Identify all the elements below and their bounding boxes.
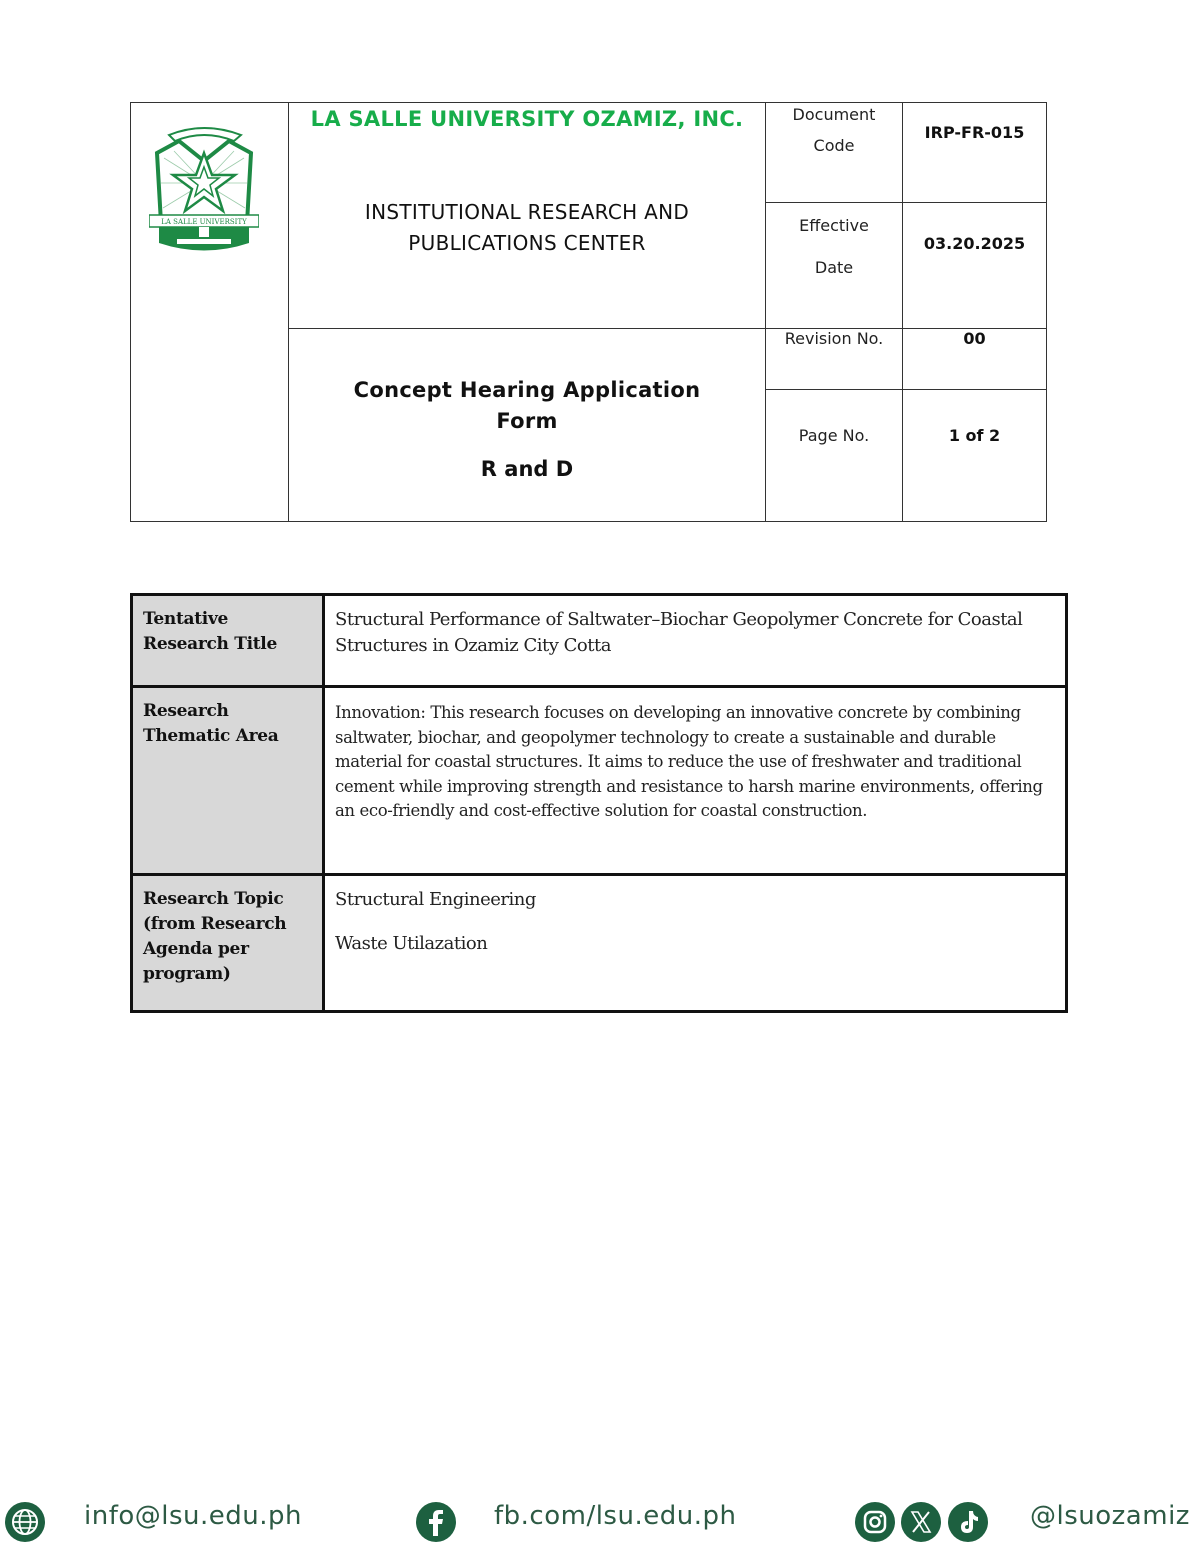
page-no-label — [765, 389, 903, 522]
label-line: Date — [814, 258, 854, 277]
thematic-area-label: Research Thematic Area — [133, 688, 325, 873]
document-header-table — [130, 102, 1047, 522]
revision-no-label — [765, 328, 903, 390]
research-topic-value[interactable] — [325, 876, 1065, 1010]
value-text: 03.20.2025 — [923, 234, 1026, 253]
value-text: 1 of 2 — [948, 426, 1001, 445]
research-topic-item: Waste Utilazation — [335, 933, 488, 954]
thematic-area-value[interactable]: Innovation: This research focuses on developing an innovative concrete by combining saltwater, biochar, and geopolymer technology to create a sustainable and durable material for coastal structures. It aims to reduce the use of freshwater and traditional cement while improving strength and resistance to harsh marine environments, offering an eco-friendly and cost-effective solution for coastal construction. — [335, 703, 1043, 821]
logo-cell — [130, 102, 289, 522]
effective-date-value — [902, 202, 1047, 329]
tiktok-icon[interactable] — [948, 1502, 988, 1542]
form-title-cell — [288, 328, 766, 522]
research-topic-label: Research Topic (from Research Agenda per program) — [133, 876, 325, 1010]
facebook-icon[interactable] — [416, 1502, 456, 1542]
research-topic-item: Structural Engineering — [335, 889, 536, 910]
university-name: LA SALLE UNIVERSITY OZAMIZ, INC. — [310, 107, 744, 131]
form-subtitle: R and D — [480, 457, 574, 481]
document-code-label — [765, 102, 903, 203]
label-line: Code — [813, 136, 855, 155]
page-no-value — [902, 389, 1047, 522]
center-name-line1: INSTITUTIONAL RESEARCH AND — [364, 200, 690, 224]
center-name-line2: PUBLICATIONS CENTER — [408, 231, 646, 255]
effective-date-label — [765, 202, 903, 329]
document-code-value — [902, 102, 1047, 203]
svg-text:LA SALLE UNIVERSITY: LA SALLE UNIVERSITY — [161, 218, 247, 226]
table-row — [133, 873, 1065, 1010]
form-title-line2: Form — [496, 409, 558, 433]
table-row — [133, 685, 1065, 873]
value-text: 00 — [963, 329, 986, 348]
footer-contact-bar — [0, 1498, 1200, 1548]
label-line: Effective — [799, 216, 869, 235]
university-cell — [288, 102, 766, 329]
value-text: IRP-FR-015 — [924, 123, 1025, 142]
form-title-line1: Concept Hearing Application — [353, 378, 701, 402]
label-line: Revision No. — [784, 329, 884, 348]
facebook-link[interactable]: fb.com/lsu.edu.ph — [494, 1501, 737, 1531]
table-row — [133, 596, 1065, 685]
label-line: Document — [792, 105, 876, 124]
instagram-icon[interactable] — [855, 1502, 895, 1542]
revision-no-value — [902, 328, 1047, 390]
x-icon[interactable] — [901, 1502, 941, 1542]
center-name — [289, 197, 765, 259]
university-seal-logo — [149, 123, 259, 263]
email-link[interactable]: info@lsu.edu.ph — [84, 1501, 303, 1531]
globe-icon — [5, 1502, 45, 1542]
research-title-label: Tentative Research Title — [133, 596, 325, 685]
research-title-value[interactable]: Structural Performance of Saltwater–Biochar Geopolymer Concrete for Coastal Structures in Ozamiz City Cotta — [335, 609, 1023, 656]
social-handle-link[interactable]: @lsuozamiz — [1030, 1501, 1190, 1531]
application-form-table — [130, 593, 1068, 1013]
form-title — [289, 375, 765, 437]
label-line: Page No. — [798, 426, 870, 445]
